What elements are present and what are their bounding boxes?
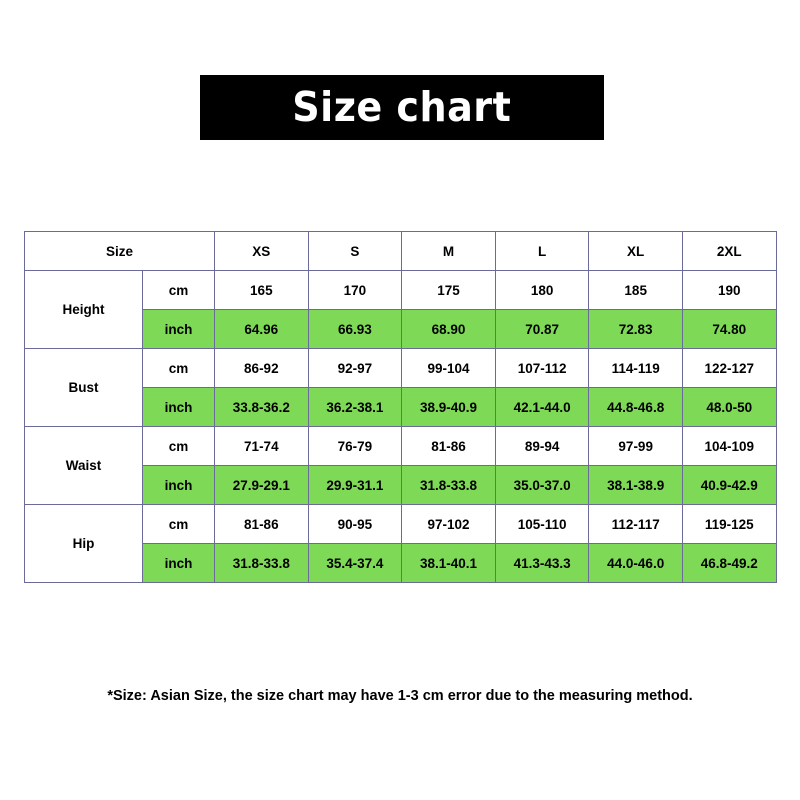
cell-bust-inch-2xl: 48.0-50 [682, 388, 776, 427]
cell-waist-inch-m: 31.8-33.8 [402, 466, 496, 505]
cell-hip-cm-2xl: 119-125 [682, 505, 776, 544]
cell-bust-cm-2xl: 122-127 [682, 349, 776, 388]
cell-waist-cm-m: 81-86 [402, 427, 496, 466]
cell-hip-inch-2xl: 46.8-49.2 [682, 544, 776, 583]
cell-height-inch-s: 66.93 [308, 310, 402, 349]
cell-hip-inch-xs: 31.8-33.8 [215, 544, 309, 583]
header-size-label: Size [25, 232, 215, 271]
cell-height-cm-2xl: 190 [682, 271, 776, 310]
cell-waist-inch-xs: 27.9-29.1 [215, 466, 309, 505]
cell-hip-inch-m: 38.1-40.1 [402, 544, 496, 583]
cell-hip-cm-m: 97-102 [402, 505, 496, 544]
unit-label-inch: inch [143, 544, 215, 583]
table-row-height-cm [25, 271, 777, 310]
cell-waist-cm-xs: 71-74 [215, 427, 309, 466]
cell-waist-cm-s: 76-79 [308, 427, 402, 466]
unit-label-inch: inch [143, 388, 215, 427]
header-size-xl: XL [589, 232, 683, 271]
cell-height-inch-m: 68.90 [402, 310, 496, 349]
cell-bust-cm-xl: 114-119 [589, 349, 683, 388]
cell-hip-cm-xl: 112-117 [589, 505, 683, 544]
cell-height-cm-xl: 185 [589, 271, 683, 310]
cell-height-cm-s: 170 [308, 271, 402, 310]
cell-hip-cm-xs: 81-86 [215, 505, 309, 544]
cell-waist-inch-s: 29.9-31.1 [308, 466, 402, 505]
footnote-text: *Size: Asian Size, the size chart may have 1-3 cm error due to the measuring method. [107, 688, 693, 704]
size-chart-table [24, 231, 777, 583]
cell-bust-inch-s: 36.2-38.1 [308, 388, 402, 427]
header-size-l: L [495, 232, 589, 271]
cell-bust-inch-xs: 33.8-36.2 [215, 388, 309, 427]
table-row-hip-cm [25, 505, 777, 544]
cell-height-inch-xs: 64.96 [215, 310, 309, 349]
metric-label-bust: Bust [25, 349, 143, 427]
header-size-m: M [402, 232, 496, 271]
unit-label-cm: cm [143, 349, 215, 388]
cell-bust-inch-xl: 44.8-46.8 [589, 388, 683, 427]
table-row-waist-cm [25, 427, 777, 466]
unit-label-inch: inch [143, 466, 215, 505]
table-header-row [25, 232, 777, 271]
size-chart-table-wrap [24, 231, 776, 583]
cell-waist-inch-xl: 38.1-38.9 [589, 466, 683, 505]
cell-height-cm-xs: 165 [215, 271, 309, 310]
cell-height-inch-l: 70.87 [495, 310, 589, 349]
metric-label-waist: Waist [25, 427, 143, 505]
cell-height-cm-l: 180 [495, 271, 589, 310]
cell-bust-cm-s: 92-97 [308, 349, 402, 388]
cell-hip-inch-l: 41.3-43.3 [495, 544, 589, 583]
cell-waist-cm-l: 89-94 [495, 427, 589, 466]
page-title: Size chart [292, 83, 512, 131]
metric-label-hip: Hip [25, 505, 143, 583]
metric-label-height: Height [25, 271, 143, 349]
cell-hip-cm-s: 90-95 [308, 505, 402, 544]
cell-waist-cm-xl: 97-99 [589, 427, 683, 466]
cell-hip-inch-s: 35.4-37.4 [308, 544, 402, 583]
unit-label-cm: cm [143, 427, 215, 466]
cell-height-inch-2xl: 74.80 [682, 310, 776, 349]
header-size-xs: XS [215, 232, 309, 271]
cell-bust-cm-l: 107-112 [495, 349, 589, 388]
header-size-2xl: 2XL [682, 232, 776, 271]
unit-label-cm: cm [143, 505, 215, 544]
title-banner [200, 75, 604, 140]
cell-waist-inch-2xl: 40.9-42.9 [682, 466, 776, 505]
cell-bust-inch-l: 42.1-44.0 [495, 388, 589, 427]
header-size-s: S [308, 232, 402, 271]
cell-hip-cm-l: 105-110 [495, 505, 589, 544]
unit-label-inch: inch [143, 310, 215, 349]
cell-hip-inch-xl: 44.0-46.0 [589, 544, 683, 583]
cell-height-cm-m: 175 [402, 271, 496, 310]
cell-height-inch-xl: 72.83 [589, 310, 683, 349]
cell-waist-cm-2xl: 104-109 [682, 427, 776, 466]
unit-label-cm: cm [143, 271, 215, 310]
table-row-bust-cm [25, 349, 777, 388]
cell-bust-inch-m: 38.9-40.9 [402, 388, 496, 427]
cell-waist-inch-l: 35.0-37.0 [495, 466, 589, 505]
cell-bust-cm-xs: 86-92 [215, 349, 309, 388]
cell-bust-cm-m: 99-104 [402, 349, 496, 388]
